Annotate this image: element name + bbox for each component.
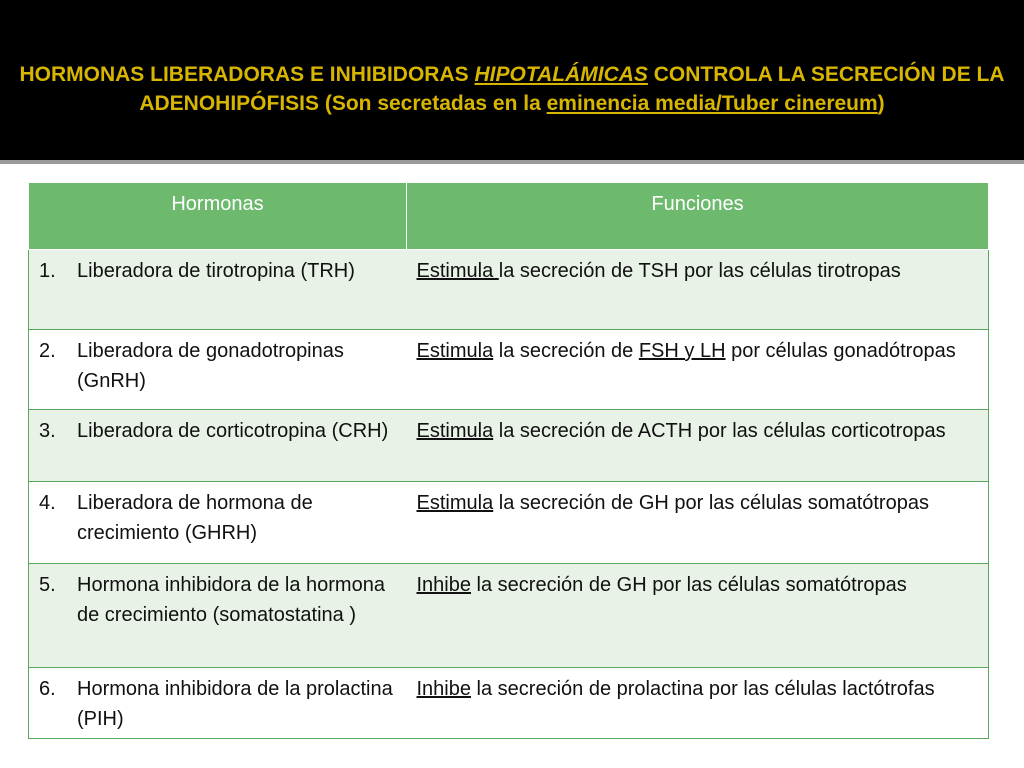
function-verb: Inhibe (416, 574, 471, 596)
function-cell (407, 330, 989, 410)
function-cell (407, 564, 989, 668)
hormone-name: Liberadora de corticotropina (CRH) (77, 420, 389, 442)
table-row (29, 668, 989, 739)
function-verb: Estimula (416, 492, 494, 514)
header-hormonas: Hormonas (29, 183, 407, 250)
hormone-cell (29, 668, 407, 739)
row-number: 6. (39, 678, 56, 700)
table-row (29, 410, 989, 482)
title-band (0, 0, 1024, 160)
table-row (29, 330, 989, 410)
hormone-cell (29, 330, 407, 410)
hormones-table (28, 182, 989, 739)
function-cell (407, 410, 989, 482)
title-part2: CONTROLA LA SECRECIÓN DE LA ADENOHIPÓFISIS (Son secretadas en la (139, 63, 1005, 115)
hormone-cell (29, 482, 407, 564)
header-funciones: Funciones (407, 183, 989, 250)
function-verb: Estimula (416, 340, 494, 362)
row-number: 2. (39, 340, 56, 362)
function-text: la secreción de ACTH por las células corticotropas (493, 420, 946, 442)
table-header-row (29, 183, 989, 250)
title-part1: HORMONAS LIBERADORAS E INHIBIDORAS (19, 63, 475, 86)
hormone-cell (29, 564, 407, 668)
function-text-end: por células gonadótropas (725, 340, 956, 362)
hormone-name: Liberadora de hormona de crecimiento (GHRH) (77, 492, 313, 544)
table-row (29, 482, 989, 564)
title-italic: HIPOTALÁMICAS (474, 63, 648, 86)
function-cell (407, 250, 989, 330)
hormone-name: Liberadora de gonadotropinas (GnRH) (77, 340, 344, 392)
function-text: la secreción de prolactina por las células lactótrofas (471, 678, 935, 700)
hormone-name: Hormona inhibidora de la prolactina (PIH) (77, 678, 393, 730)
table-row (29, 250, 989, 330)
hormone-name: Liberadora de tirotropina (TRH) (77, 260, 355, 282)
title-underlined: eminencia media/Tuber cinereum (546, 92, 878, 115)
function-verb: Estimula (416, 260, 499, 282)
row-number: 5. (39, 574, 56, 596)
function-text: la secreción de GH por las células somatótropas (493, 492, 929, 514)
function-text: la secreción de GH por las células somatótropas (471, 574, 907, 596)
slide-title (12, 60, 1012, 118)
function-text: la secreción de TSH por las células tirotropas (498, 260, 901, 282)
function-underlined: FSH y LH (638, 340, 726, 362)
row-number: 1. (39, 260, 56, 282)
hormone-name: Hormona inhibidora de la hormona de crecimiento (somatostatina ) (77, 574, 385, 626)
hormone-cell (29, 410, 407, 482)
function-cell (407, 482, 989, 564)
title-part3: ) (877, 92, 885, 115)
table-row (29, 564, 989, 668)
function-verb: Inhibe (416, 678, 471, 700)
function-cell (407, 668, 989, 739)
function-verb: Estimula (416, 420, 494, 442)
function-text: la secreción de (493, 340, 639, 362)
hormone-cell (29, 250, 407, 330)
row-number: 3. (39, 420, 56, 442)
row-number: 4. (39, 492, 56, 514)
